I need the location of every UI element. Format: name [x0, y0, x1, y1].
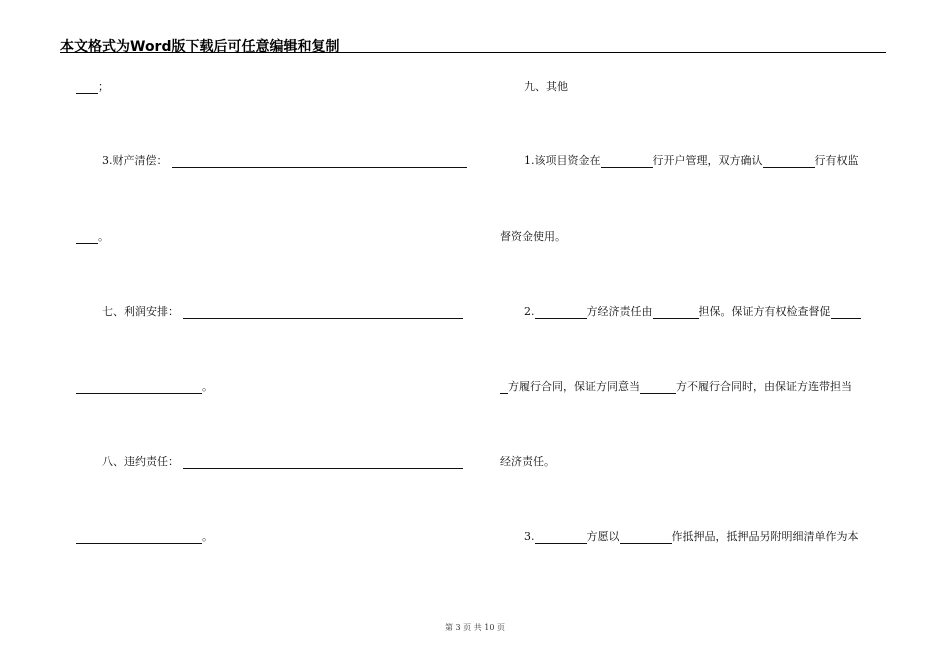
section-label: 3.财产清偿： — [102, 154, 168, 167]
fill-blank — [500, 381, 508, 394]
fill-blank — [653, 306, 699, 319]
left-section-7-profit-arrangement — [102, 305, 463, 319]
fill-blank — [535, 306, 587, 319]
left-line-5 — [76, 380, 213, 394]
fill-blank — [76, 381, 202, 394]
header-divider — [60, 52, 886, 53]
fill-blank — [172, 155, 467, 168]
section-title: 九、其他 — [524, 80, 568, 93]
page-number-footer: 第 3 页 共 10 页 — [445, 623, 505, 632]
fill-blank — [601, 155, 653, 168]
line-tail: 。 — [202, 380, 213, 393]
right-para-2-line-1 — [524, 305, 861, 319]
text-run: 担保。保证方有权检查督促 — [698, 305, 831, 318]
text-run: 作抵押品，抵押品另附明细清单作为本 — [671, 530, 859, 543]
fill-blank — [831, 306, 861, 319]
fill-blank — [76, 81, 98, 94]
right-para-3-line-1 — [524, 530, 859, 544]
line-tail: ； — [98, 80, 109, 93]
right-para-2-line-2 — [500, 380, 852, 394]
fill-blank — [620, 531, 672, 544]
text-run: 1.该项目资金在 — [524, 154, 601, 167]
fill-blank — [76, 231, 98, 244]
fill-blank — [183, 456, 463, 469]
text-run: 行有权监 — [814, 154, 859, 167]
fill-blank — [763, 155, 815, 168]
text-run: 3. — [524, 530, 535, 543]
fill-blank — [76, 531, 202, 544]
text-run: 经济责任。 — [500, 455, 555, 468]
text-run: 2. — [524, 305, 535, 318]
text-run: 方愿以 — [586, 530, 620, 543]
right-para-1-line-2 — [500, 230, 566, 244]
right-para-2-line-3 — [500, 455, 555, 469]
right-section-9-title — [524, 80, 568, 94]
document-header-title: 本文格式为Word版下载后可任意编辑和复制 — [60, 39, 340, 55]
text-run: 方不履行合同时，由保证方连带担当 — [676, 380, 852, 393]
left-line-3 — [76, 230, 109, 244]
line-tail: 。 — [202, 530, 213, 543]
left-line-7 — [76, 530, 213, 544]
fill-blank — [183, 306, 463, 319]
left-line-1 — [76, 80, 109, 94]
fill-blank — [640, 381, 676, 394]
section-label: 八、违约责任： — [102, 455, 179, 468]
text-run: 方履行合同，保证方同意当 — [508, 380, 640, 393]
section-label: 七、利润安排： — [102, 305, 179, 318]
text-run: 方经济责任由 — [586, 305, 653, 318]
right-para-1-line-1 — [524, 154, 859, 168]
left-section-8-breach-liability — [102, 455, 463, 469]
text-run: 督资金使用。 — [500, 230, 566, 243]
line-tail: 。 — [98, 230, 109, 243]
left-section-3-property-settlement — [102, 154, 467, 168]
fill-blank — [535, 531, 587, 544]
text-run: 行开户管理，双方确认 — [652, 154, 763, 167]
